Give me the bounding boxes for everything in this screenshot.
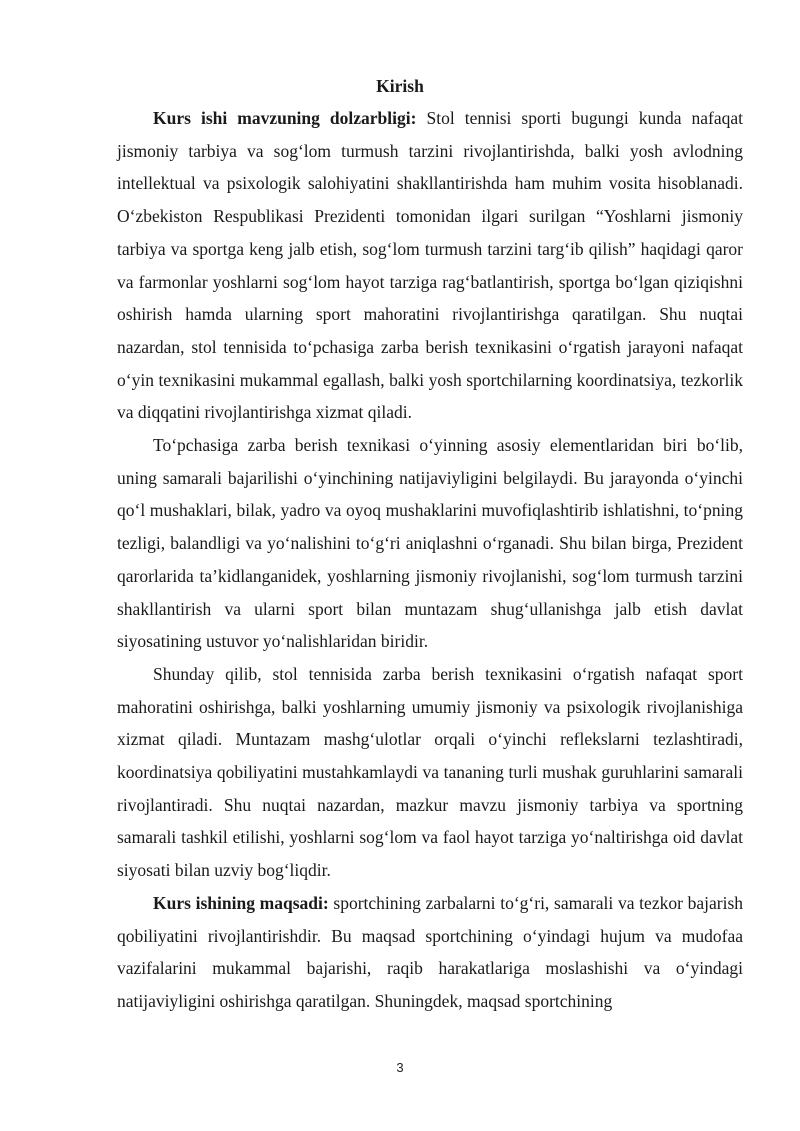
section-heading: Kirish [376, 76, 424, 96]
paragraph-text: To‘pchasiga zarba berish texnikasi o‘yinning asosiy elementlaridan biri bo‘lib, uning samarali bajarilishi o‘yinchining natijaviyligini belgilaydi. Bu jarayonda o‘yinchi qo‘l mushaklari, bilak, yadro va oyoq mushaklarini muvofiqlashtirib ishlatishni, to‘pning tezligi, balandligi va yo‘nalishini to‘g‘ri aniqlashni o‘rganadi. Shu bilan birga, Prezident qarorlarida ta’kidlanganidek, yoshlarning jismoniy rivojlanishi, sog‘lom turmush tarzini shakllantirish va ularni sport bilan muntazam shug‘ullanishga jalb etish davlat siyosatining ustuvor yo‘nalishlaridan biridir. [117, 435, 743, 652]
body-text [117, 102, 743, 1018]
paragraph-goal [117, 887, 743, 1018]
paragraph-conclusion [117, 658, 743, 887]
paragraph-text: Stol tennisi sporti bugungi kunda nafaqat jismoniy tarbiya va sog‘lom turmush tarzini rivojlantirishda, balki yosh avlodning intellektual va psixologik salohiyatini shakllantirishda ham muhim vosita hisoblanadi. O‘zbekiston Respublikasi Prezidenti tomonidan ilgari surilgan “Yoshlarni jismoniy tarbiya va sportga keng jalb etish, sog‘lom turmush tarzini targ‘ib qilish” haqidagi qaror va farmonlar yoshlarni sog‘lom hayot tarziga rag‘batlantirish, sportga bo‘lgan qiziqishni oshirish hamda ularning sport mahoratini rivojlantirishga qaratilgan. Shu nuqtai nazardan, stol tennisida to‘pchasiga zarba berish texnikasini o‘rgatish jarayoni nafaqat o‘yin texnikasini mukammal egallash, balki yosh sportchilarning koordinatsiya, tezkorlik va diqqatini rivojlantirishga xizmat qiladi. [117, 108, 743, 423]
paragraph-lead: Kurs ishining maqsadi: [153, 892, 329, 913]
paragraph-relevance [117, 102, 743, 429]
paragraph-technique [117, 429, 743, 658]
paragraph-lead: Kurs ishi mavzuning dolzarbligi: [153, 108, 417, 128]
paragraph-text: Shunday qilib, stol tennisida zarba berish texnikasini o‘rgatish nafaqat sport mahoratini oshirishga, balki yoshlarning umumiy jismoniy va psixologik rivojlanishiga xizmat qiladi. Muntazam mashg‘ulotlar orqali o‘yinchi reflekslarni tezlashtiradi, koordinatsiya qobiliyatini mustahkamlaydi va tananing turli mushak guruhlarini samarali rivojlantiradi. Shu nuqtai nazardan, mazkur mavzu jismoniy tarbiya va sportning samarali tashkil etilishi, yoshlarni sog‘lom va faol hayot tarziga yo‘naltirishga oid davlat siyosati bilan uzviy bog‘liqdir. [117, 663, 743, 881]
paragraph-text: sportchining zarbalarni to‘g‘ri, samarali va tezkor bajarish qobiliyatini rivojlantirishdir. Bu maqsad sportchining o‘yindagi hujum va mudofaa vazifalarini mukammal bajarishi, raqib harakatlariga moslashishi va o‘yindagi natijaviyligini oshirishga qaratilgan. Shuningdek, maqsad sportchining [117, 892, 744, 1011]
page-number: 3 [396, 1060, 404, 1075]
